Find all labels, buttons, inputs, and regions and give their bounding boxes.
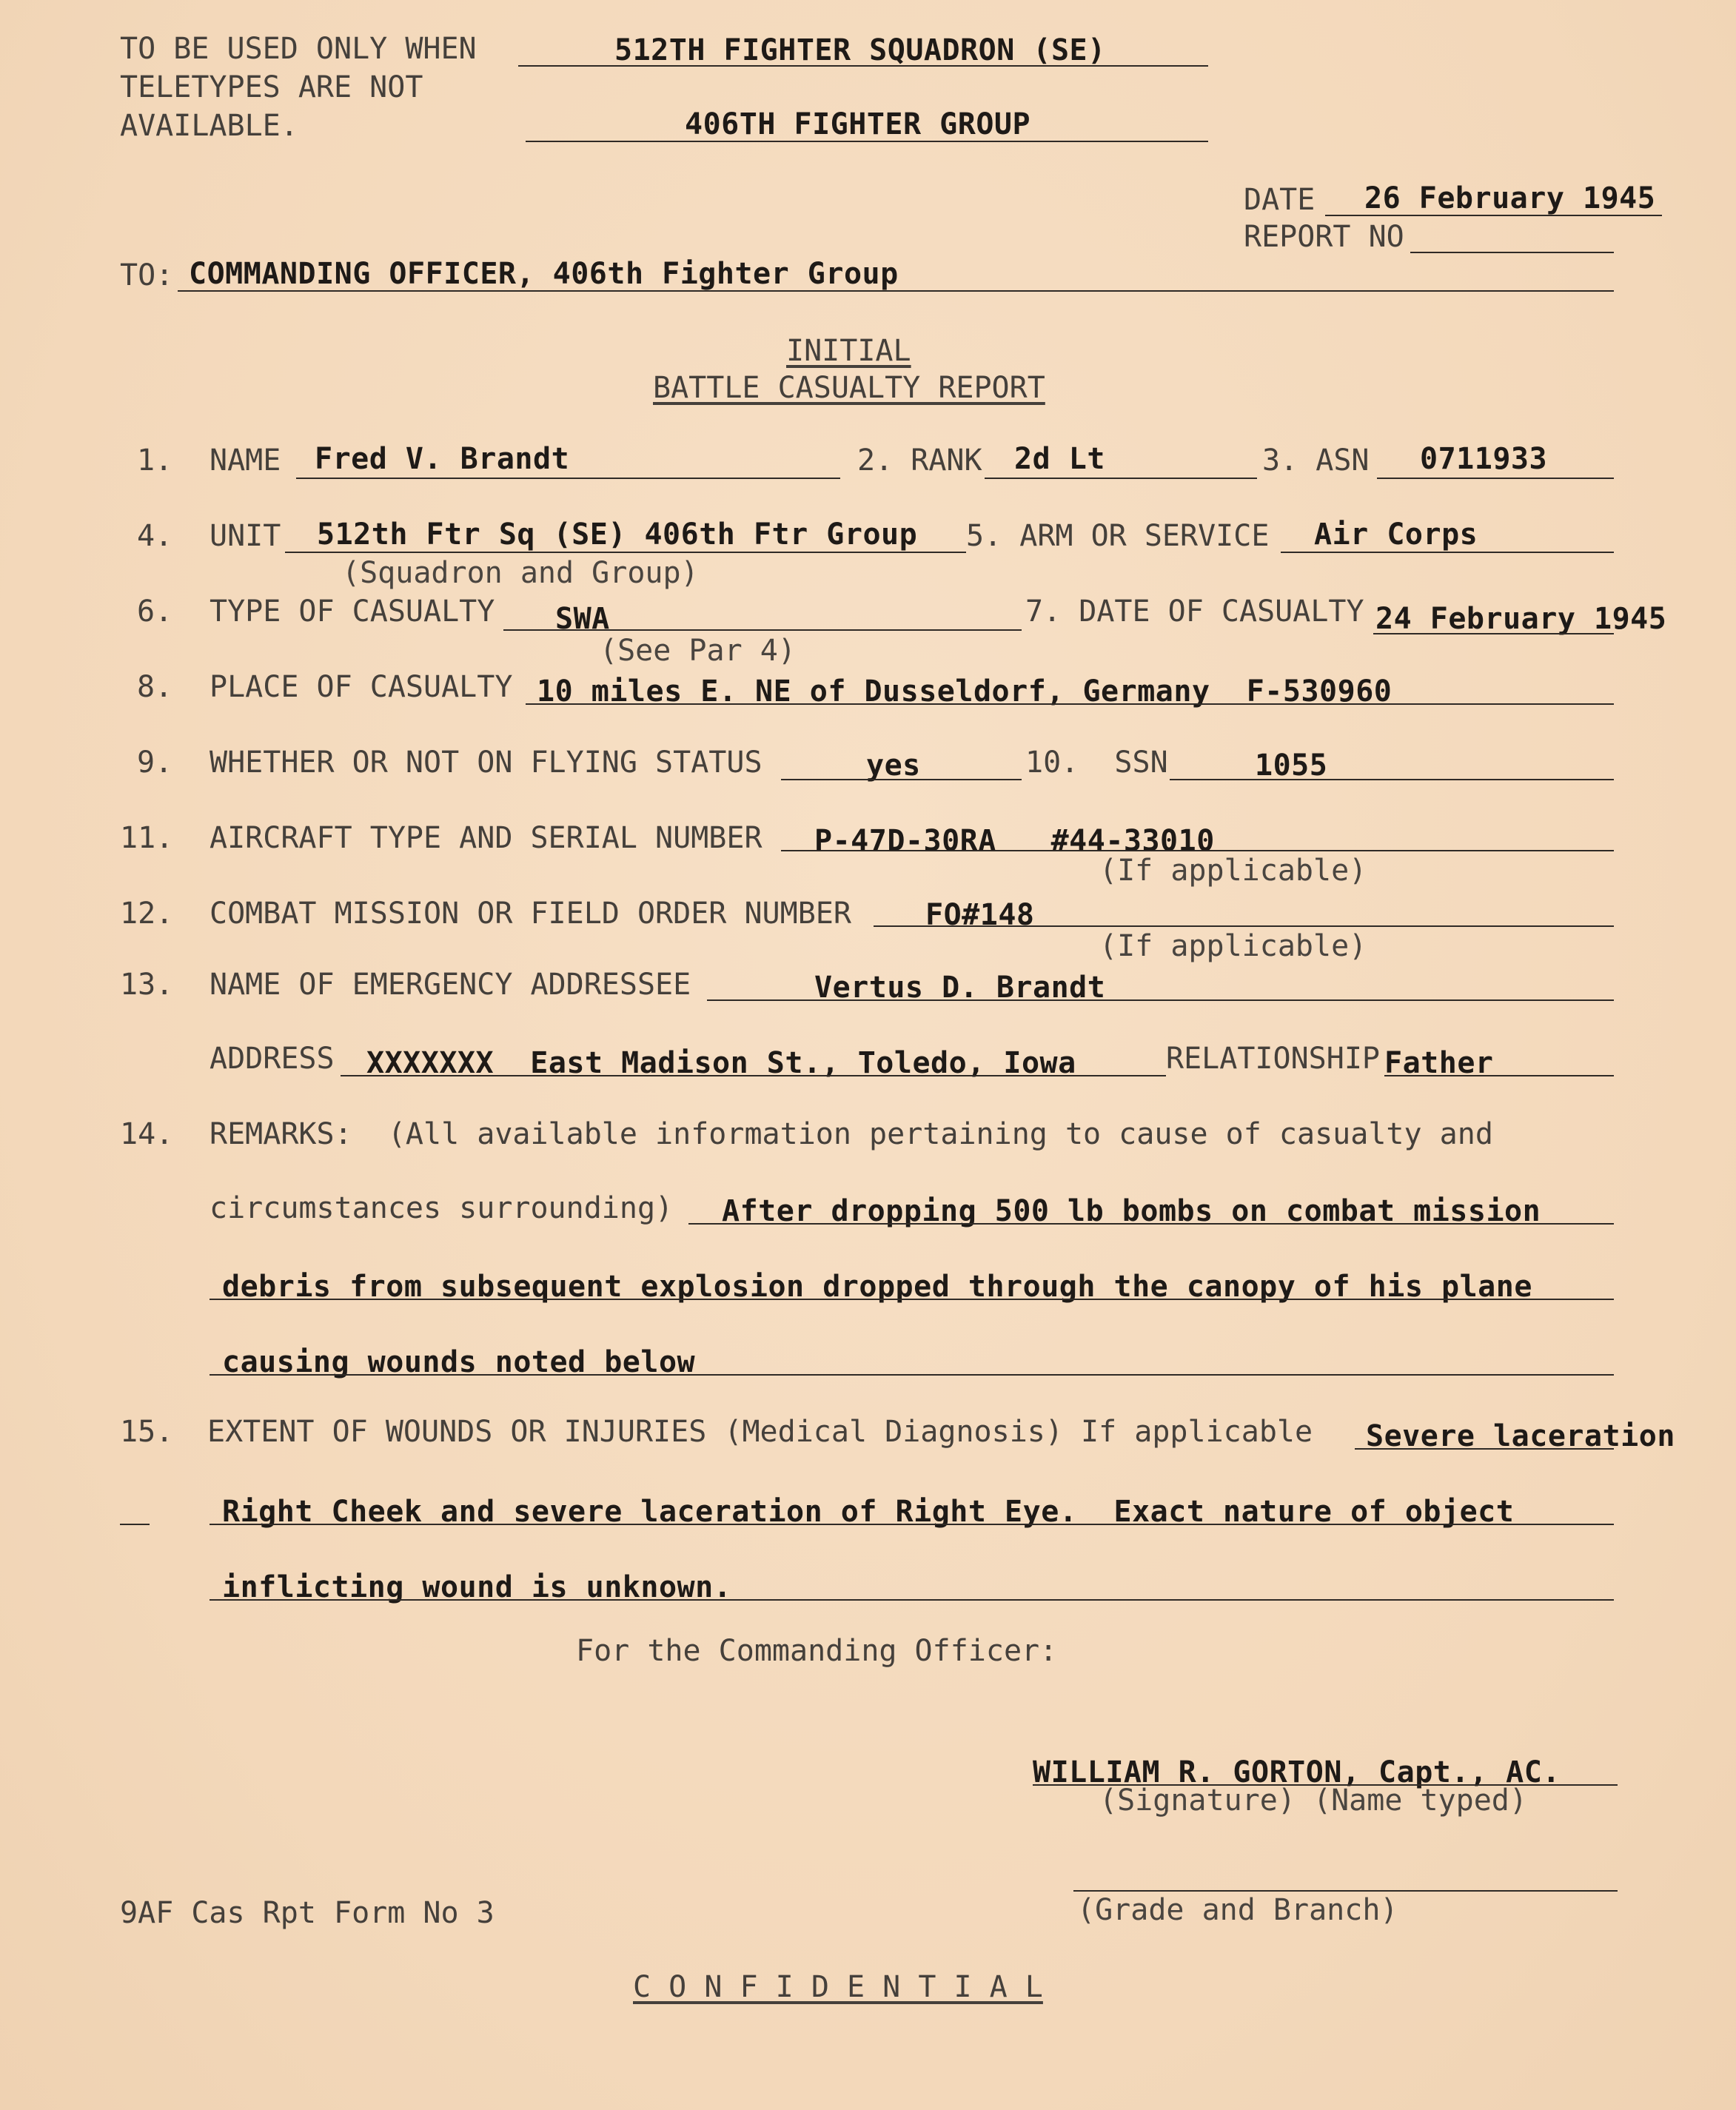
wounds-line-2: Right Cheek and severe laceration of Right Eye. Exact nature of object: [222, 1495, 1515, 1529]
grade-hint: (Grade and Branch): [1077, 1893, 1398, 1927]
wounds-line-1: Severe laceration: [1366, 1419, 1675, 1453]
casualty-date-value: 24 February 1945: [1375, 602, 1667, 636]
field-1-label: NAME: [210, 443, 281, 478]
remarks-line-2: debris from subsequent explosion dropped through the canopy of his plane: [222, 1270, 1532, 1304]
name-line: [296, 478, 840, 479]
unit-value: 512th Ftr Sq (SE) 406th Ftr Group: [317, 518, 918, 552]
field-12-number: 12.: [120, 897, 174, 931]
field-15-number: 15.: [120, 1415, 174, 1449]
arm-line: [1281, 552, 1614, 553]
remarks-underline: [210, 1299, 1614, 1300]
aircraft-line: [781, 850, 1614, 851]
ssn-value: 1055: [1255, 748, 1328, 783]
remarks-label: REMARKS: (All available information pertaining to cause of casualty and: [210, 1117, 1493, 1151]
field-order-hint: (If applicable): [1099, 929, 1367, 963]
place-line: [526, 703, 1614, 705]
form-number: 9AF Cas Rpt Form No 3: [120, 1896, 495, 1930]
signatory-name: WILLIAM R. GORTON, Capt., AC.: [1033, 1755, 1561, 1789]
casualty-date-label: 7. DATE OF CASUALTY: [1025, 595, 1364, 629]
title-line-2: BATTLE CASUALTY REPORT: [653, 371, 1045, 405]
relationship-label: RELATIONSHIP: [1166, 1042, 1380, 1076]
casualty-type-line: [503, 629, 1022, 631]
address-line: [341, 1075, 1166, 1076]
casualty-type-hint: (See Par 4): [600, 634, 796, 668]
casualty-type-value: SWA: [555, 602, 610, 636]
field-14-number: 14.: [120, 1117, 174, 1151]
field-4-number: 4.: [137, 519, 173, 553]
grade-line: [1073, 1890, 1618, 1892]
date-value: 26 February 1945: [1364, 181, 1656, 215]
field-8-number: 8.: [137, 670, 173, 704]
address-value: XXXXXXX East Madison St., Toledo, Iowa: [366, 1046, 1076, 1080]
field-13-number: 13.: [120, 968, 174, 1002]
address-label: ADDRESS: [210, 1042, 335, 1076]
asn-value: 0711933: [1420, 442, 1548, 476]
addressee-line: [707, 999, 1614, 1001]
field-9-label: WHETHER OR NOT ON FLYING STATUS: [210, 746, 763, 780]
remarks-line-3: causing wounds noted below: [222, 1345, 696, 1379]
header-group: 406TH FIGHTER GROUP: [685, 107, 1031, 141]
aircraft-value: P-47D-30RA #44-33010: [814, 824, 1215, 858]
title-line-1: INITIAL: [786, 334, 911, 368]
ssn-line: [1170, 779, 1614, 780]
field-12-label: COMBAT MISSION OR FIELD ORDER NUMBER: [210, 897, 851, 931]
classification: C O N F I D E N T I A L: [633, 1970, 1043, 2004]
field-1-number: 1.: [137, 443, 173, 478]
notice-line-2: TELETYPES ARE NOT: [120, 70, 423, 104]
field-13-label: NAME OF EMERGENCY ADDRESSEE: [210, 968, 691, 1002]
flying-status-line: [781, 779, 1022, 780]
addressee-value: Vertus D. Brandt: [814, 971, 1106, 1005]
date-line: [1325, 215, 1662, 216]
relationship-line: [1384, 1075, 1614, 1076]
flying-status-value: yes: [866, 748, 921, 783]
field-order-line: [874, 925, 1614, 927]
rank-value: 2d Lt: [1014, 442, 1105, 476]
to-value: COMMANDING OFFICER, 406th Fighter Group: [189, 257, 899, 291]
field-11-label: AIRCRAFT TYPE AND SERIAL NUMBER: [210, 821, 763, 855]
field-9-number: 9.: [137, 746, 173, 780]
remarks-line-1: After dropping 500 lb bombs on combat mission: [722, 1194, 1541, 1228]
wounds-underline: [1355, 1448, 1614, 1450]
rank-label: 2. RANK: [857, 443, 982, 478]
aircraft-hint: (If applicable): [1099, 854, 1367, 888]
remarks-underline: [688, 1223, 1614, 1225]
rank-line: [985, 478, 1257, 479]
casualty-date-line: [1373, 633, 1614, 634]
signature-hint: (Signature) (Name typed): [1099, 1784, 1527, 1818]
report-no-label: REPORT NO: [1244, 220, 1404, 254]
for-commanding-officer: For the Commanding Officer:: [576, 1634, 1058, 1668]
field-order-value: FO#148: [925, 898, 1035, 932]
arm-label: 5. ARM OR SERVICE: [966, 519, 1270, 553]
asn-line: [1377, 478, 1614, 479]
name-value: Fred V. Brandt: [315, 442, 570, 476]
field-6-number: 6.: [137, 595, 173, 629]
unit-hint: (Squadron and Group): [342, 556, 699, 590]
unit-line: [285, 552, 966, 553]
report-no-line: [1410, 252, 1614, 253]
header-line: [526, 141, 1208, 142]
field-6-label: TYPE OF CASUALTY: [210, 595, 495, 629]
to-label: TO:: [120, 258, 174, 292]
header-line: [518, 65, 1208, 67]
to-line: [178, 290, 1614, 292]
field-11-number: 11.: [120, 821, 174, 855]
wounds-underline: [210, 1599, 1614, 1601]
remarks-underline: [210, 1374, 1614, 1376]
place-value: 10 miles E. NE of Dusseldorf, Germany F-530960: [537, 674, 1393, 709]
wounds-line-3: inflicting wound is unknown.: [222, 1570, 732, 1604]
field-4-label: UNIT: [210, 519, 281, 553]
ssn-label: 10. SSN: [1025, 746, 1168, 780]
notice-line-1: TO BE USED ONLY WHEN: [120, 32, 477, 66]
arm-value: Air Corps: [1314, 518, 1478, 552]
wounds-underline: [210, 1524, 1614, 1525]
wounds-dash: [120, 1524, 150, 1525]
date-label: DATE: [1244, 183, 1316, 217]
header-squadron: 512TH FIGHTER SQUADRON (SE): [614, 33, 1106, 67]
remarks-label-2: circumstances surrounding): [210, 1191, 674, 1225]
field-8-label: PLACE OF CASUALTY: [210, 670, 513, 704]
wounds-label: EXTENT OF WOUNDS OR INJURIES (Medical Diagnosis) If applicable: [207, 1415, 1313, 1449]
asn-label: 3. ASN: [1262, 443, 1370, 478]
relationship-value: Father: [1384, 1046, 1494, 1080]
notice-line-3: AVAILABLE.: [120, 109, 298, 143]
